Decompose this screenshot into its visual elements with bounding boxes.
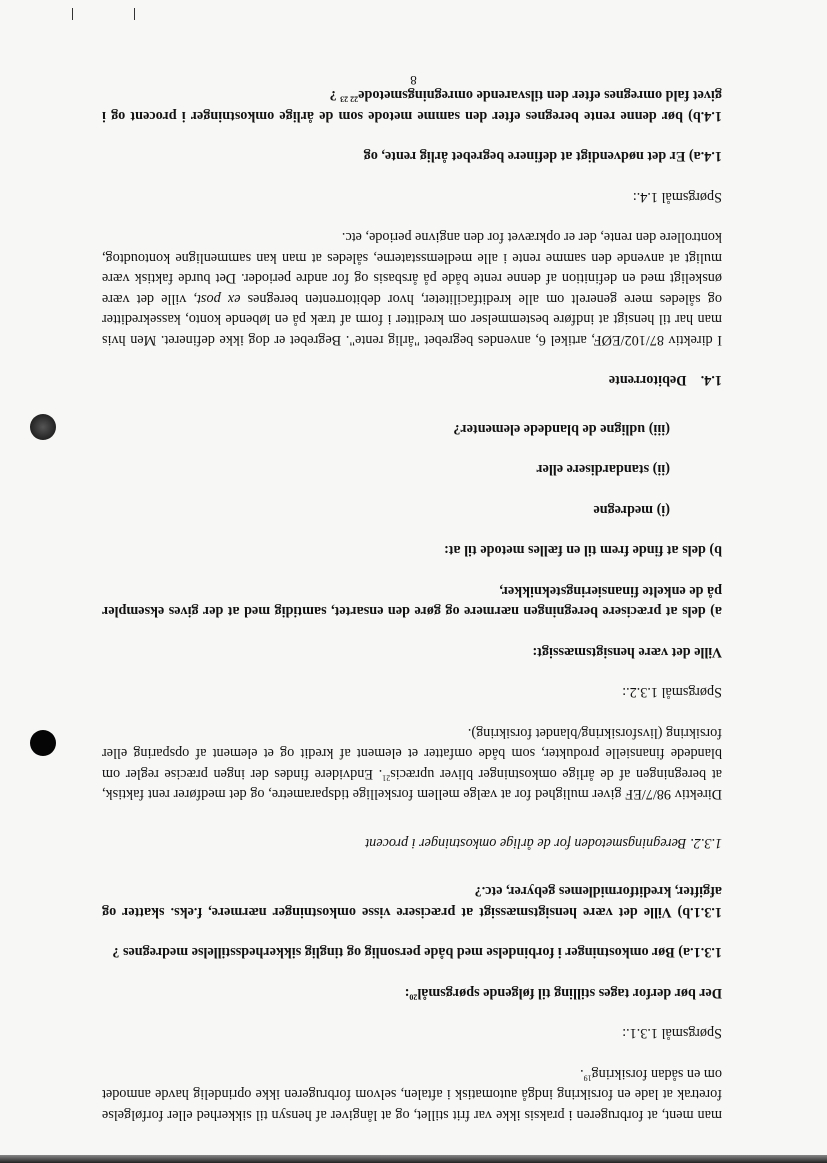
footnote-ref: 22 23 bbox=[340, 95, 359, 105]
question-1-3-2-iii: (iii) udligne de blandede elementer? bbox=[453, 421, 670, 437]
question-1-3-2-b: b) dels at finde frem til en fælles metode til at: bbox=[444, 542, 722, 559]
punch-hole bbox=[30, 730, 56, 756]
section-1-4-heading: 1.4. Debitorrente bbox=[608, 372, 722, 389]
section-1-4-paragraph: I direktiv 87/102/EØF, artikel 6, anvendes begrebet "årlig rente". Begrebet er dog ikke defineret. Men hvis man har til hensigt at indføre bestemmelser om kreditter i form af træk på en løbende konto, kassekreditter og således mere generelt om alle kreditfaciliteter, hvor debitorrenten beregnes ex post, ville det være ønskeligt med en definition af denne rente både på årsbasis og for andre perioder. Det burde faktisk være muligt at anvende den samme rente i alle medlemsstaterne, således at man kan sammenligne kontoudtog, kontrollere den rente, der er opkrævet for den angivne periode, etc. bbox=[102, 229, 722, 348]
intro-paragraph: man ment, at forbrugeren i praksis ikke var frit stillet, og at långiver af hensyn til sikkerhed eller forfølgelse foretrak at lade en forsikring indgå automatisk i aftalen, selvom forbrugeren ikke oprindelig havde anmodet om en sådan forsikring$^{19}$. bbox=[102, 1066, 722, 1123]
footnote-ref: 21 bbox=[382, 773, 391, 783]
page-text bbox=[102, 85, 722, 1125]
question-1-3-1-lead: Der bør derfor tages stilling til følgende spørgsmål$^{20}$: bbox=[404, 985, 722, 1002]
scan-mark bbox=[72, 8, 73, 20]
scan-bottom-edge bbox=[0, 1155, 827, 1163]
scan-mark bbox=[134, 8, 135, 20]
footnote-ref: 20 bbox=[409, 992, 418, 1002]
page-number: 8 bbox=[410, 73, 417, 88]
punch-hole bbox=[30, 414, 56, 440]
question-1-3-1-a: 1.3.1.a) Bør omkostninger i forbindelse med både personlig og tinglig sikkerhedsstillelse medregnes ? bbox=[112, 944, 722, 961]
question-1-3-1-label: Spørgsmål 1.3.1.: bbox=[622, 1025, 722, 1042]
footnote-ref: 19 bbox=[583, 1073, 592, 1083]
question-1-4-label: Spørgsmål 1.4.: bbox=[632, 189, 722, 205]
section-1-3-2-paragraph: Direktiv 98/7/EF giver mulighed for at vælge mellem forskellige tidsparametre, og det medfører rent faktisk, at beregningen af de årlige omkostninger bliver upræcis$^{21}$. Endvidere findes der ingen præcise regler om blandede finansielle produkter, som både omfatter et element af kredit og et element af opsparing eller forsikring (livsforsikring/blandet forsikring). bbox=[102, 725, 722, 803]
question-1-3-2-ii: (ii) standardisere eller bbox=[536, 461, 670, 478]
question-1-4-a: 1.4.a) Er det nødvendigt at definere begrebet årlig rente, og bbox=[363, 148, 722, 165]
question-1-3-2-lead: Ville det være hensigtsmæssigt: bbox=[532, 644, 722, 660]
section-1-3-2-heading: 1.3.2. Beregningsmetoden for de årlige omkostninger i procent bbox=[365, 835, 722, 851]
question-1-3-2-i: (i) medregne bbox=[593, 502, 670, 518]
question-1-3-2-a: a) dels at præcisere beregningen nærmere og gøre den ensartet, samtidig med at der gives eksempler på de enkelte finansieringsteknikker, bbox=[102, 583, 722, 620]
question-1-3-2-label: Spørgsmål 1.3.2.: bbox=[622, 684, 722, 701]
question-1-4-b: 1.4.b) bør denne rente beregnes efter den samme metode som de årlige omkostninger i procent og i givet fald omregnes efter den tilsvarende omregningsmetode$^{22 23}$ ? bbox=[102, 87, 722, 124]
question-1-3-1-b: 1.3.1.b) Ville det være hensigtsmæssigt at præcisere visse omkostninger nærmere, f.eks. skatter og afgifter, kreditformidlemes gebyrer, etc.? bbox=[102, 883, 722, 920]
